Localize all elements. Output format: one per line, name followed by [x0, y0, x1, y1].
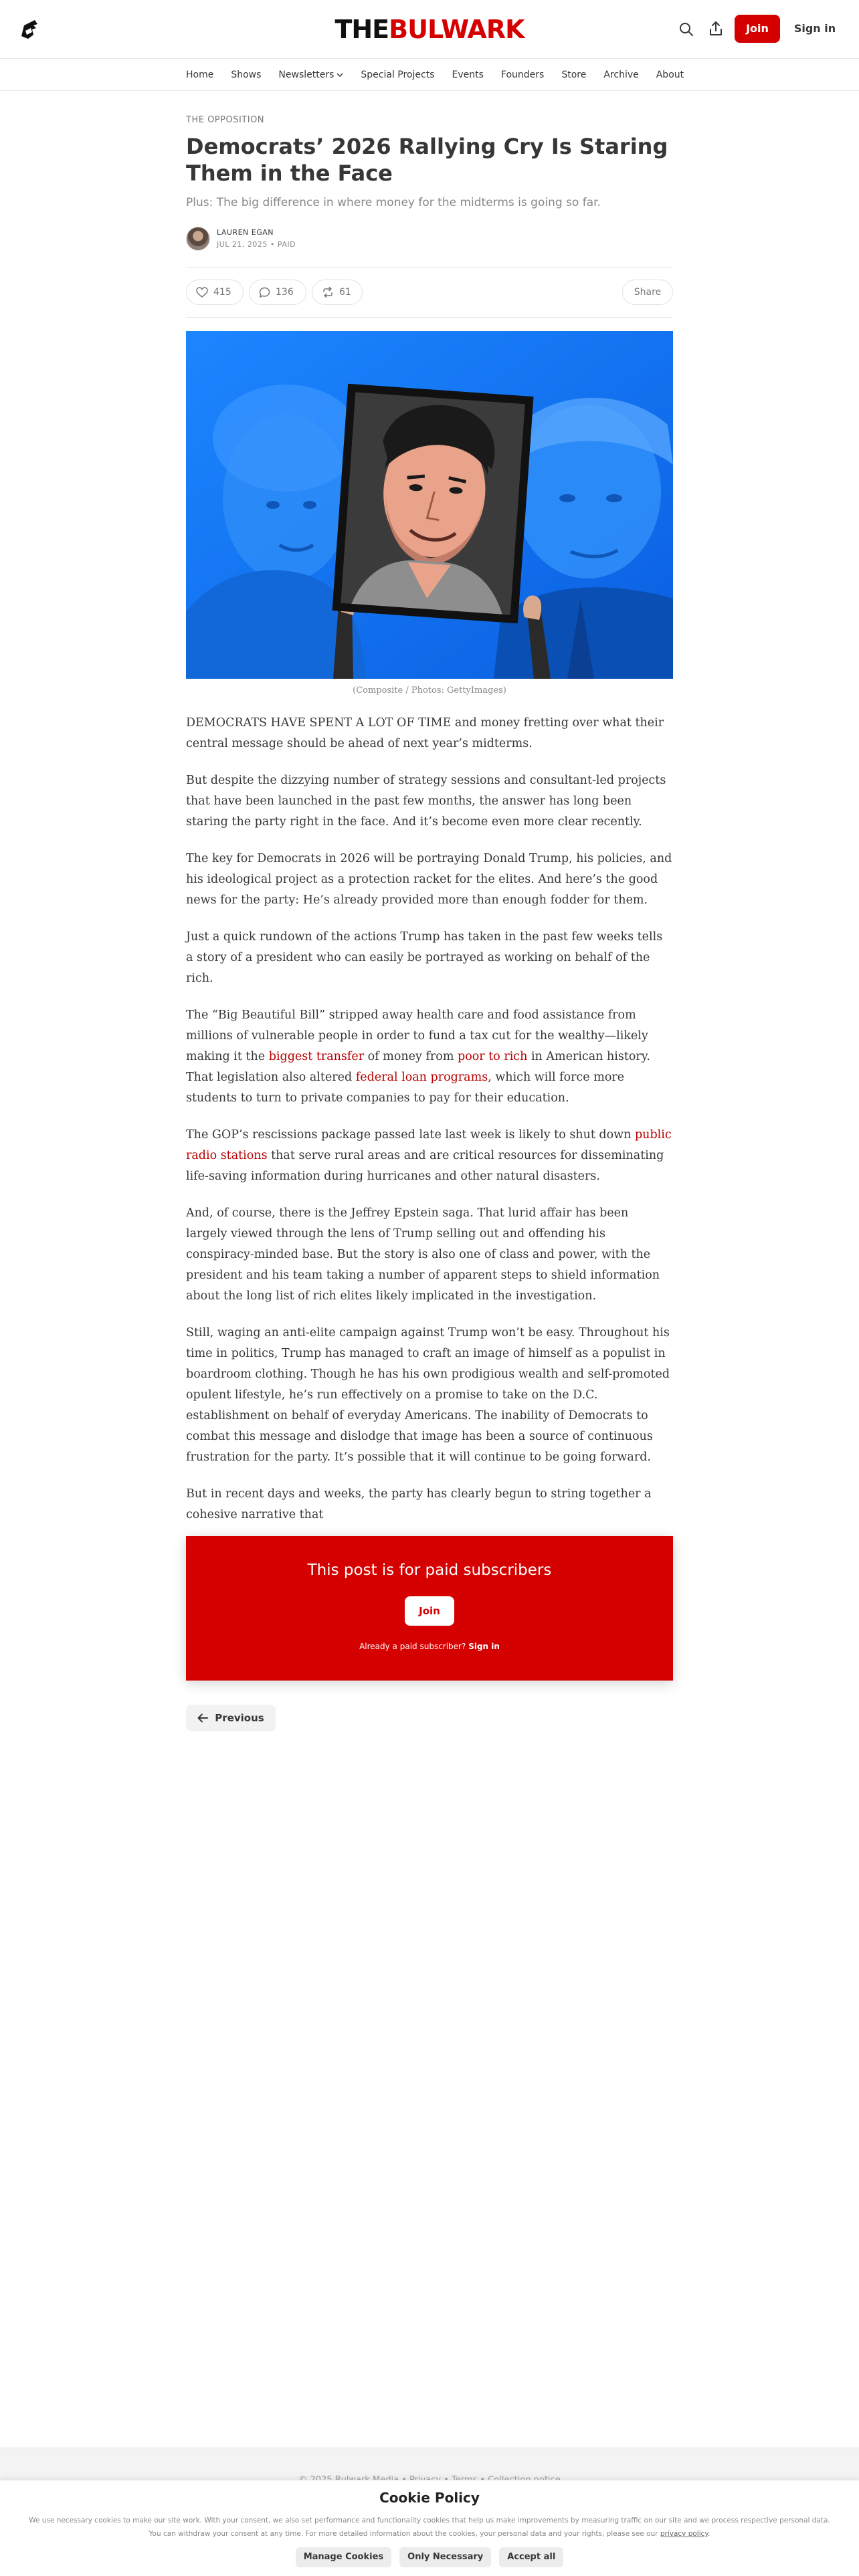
previous-label: Previous — [215, 1712, 264, 1724]
paragraph: Still, waging an anti-elite campaign against Trump won’t be easy. Throughout his time in politics, Trump has managed to craft an image of himself as a populist in boardroom clothing. Though he has his own prodigious wealth and self-promoted opulent lifestyle, he’s run effectively on a promise to take on the D.C. establishment on behalf of everyday Americans. The inability of Democrats to combat this message and dislodge that image has been a source of continuous frustration for the party. It’s possible that it will continue to be going forward. — [186, 1326, 670, 1464]
paragraph-text: that serve rural areas and are critical resources for disseminating life-saving information during hurricanes and other natural disasters. — [186, 1149, 664, 1183]
nav-home[interactable]: Home — [186, 70, 214, 80]
comment-count: 136 — [276, 287, 294, 298]
nav-newsletters-label: Newsletters — [278, 70, 335, 80]
cookie-line-1: We use necessary cookies to make our site work. With your consent, we also set performance and functionality cookies that help us make improvements by measuring traffic on our site and we process respective personal data. — [29, 2516, 830, 2525]
post-title: Democrats’ 2026 Rallying Cry Is Staring Them in the Face — [186, 134, 668, 186]
nav-shows[interactable]: Shows — [231, 70, 262, 80]
post-subtitle: Plus: The big difference in where money for the midterms is going so far. — [186, 196, 601, 209]
share-icon[interactable] — [708, 20, 724, 37]
paywall — [186, 1536, 673, 1681]
paragraph — [186, 1005, 673, 1109]
divider — [186, 317, 673, 318]
paragraph: Just a quick rundown of the actions Trump has taken in the past few weeks tells a story of a president who can easily be portrayed as working on behalf of the rich. — [186, 930, 663, 985]
hero-image[interactable] — [186, 331, 673, 679]
chevron-down-icon — [337, 72, 343, 78]
restack-count: 61 — [339, 287, 351, 298]
link-biggest-transfer[interactable]: biggest transfer — [268, 1050, 365, 1063]
paragraph-text: The “Big Beautiful Bill” stripped away health care and food assistance from millions of vulnerable people in order to fund a tax cut for the wealthy—likely making it the — [186, 1008, 648, 1063]
join-button[interactable]: Join — [735, 15, 780, 43]
privacy-policy-link[interactable]: privacy policy — [660, 2530, 708, 2538]
cookie-line-2-text: You can withdraw your consent at any time. For more detailed information about the cookies, your personal data and your rights, please see our — [149, 2530, 660, 2538]
paragraph: And, of course, there is the Jeffrey Epstein saga. That lurid affair has been largely viewed through the lens of Trump selling out and offending his conspiracy-minded base. But the story is also one of class and power, with the president and his team taking a number of apparent steps to shield information about the long list of rich elites likely implicated in the investigation. — [186, 1206, 660, 1303]
paragraph-text: of money from — [364, 1050, 458, 1063]
site-wordmark[interactable] — [0, 15, 859, 44]
nav-archive[interactable]: Archive — [603, 70, 639, 80]
previous-button[interactable] — [186, 1705, 276, 1731]
paragraph-text: , which will force more students to turn to private companies to pay for their education. — [186, 1071, 625, 1105]
author-avatar[interactable] — [186, 227, 210, 251]
cookie-title: Cookie Policy — [379, 2490, 480, 2506]
nav-events[interactable]: Events — [452, 70, 484, 80]
arrow-left-icon — [197, 1713, 208, 1723]
link-federal-loan-programs[interactable]: federal loan programs — [355, 1071, 488, 1084]
cookie-text — [0, 2514, 859, 2541]
accept-all-button[interactable]: Accept all — [499, 2547, 563, 2567]
restack-icon — [322, 287, 334, 298]
only-necessary-button[interactable]: Only Necessary — [399, 2547, 491, 2567]
article — [186, 91, 673, 1731]
article-body — [186, 713, 673, 1525]
sign-in-button[interactable]: Sign in — [793, 22, 836, 35]
paragraph-text: The GOP’s rescissions package passed late last week is likely to shut down — [186, 1128, 635, 1142]
nav-newsletters[interactable] — [278, 70, 343, 80]
paragraph: But despite the dizzying number of strategy sessions and consultant-led projects that have been launched in the past few months, the answer has long been staring the party right in the face. And it’s become even more clear recently. — [186, 774, 666, 829]
cookie-line-2 — [0, 2527, 859, 2541]
like-button[interactable] — [186, 280, 244, 305]
paragraph: The key for Democrats in 2026 will be portraying Donald Trump, his policies, and his ideological project as a protection racket for the elites. And here’s the good news for the party: He’s already provided more than enough fodder for them. — [186, 852, 672, 907]
author-name[interactable]: LAUREN EGAN — [217, 228, 274, 237]
paragraph — [186, 1125, 673, 1187]
post-actions — [186, 280, 673, 305]
link-poor-to-rich[interactable]: poor to rich — [458, 1050, 528, 1063]
heart-icon — [196, 287, 208, 298]
paragraph: DEMOCRATS HAVE SPENT A LOT OF TIME and money fretting over what their central message should be ahead of next year’s midterms. — [186, 716, 664, 750]
main-nav — [0, 59, 859, 91]
paywall-title: This post is for paid subscribers — [307, 1562, 552, 1579]
section-label[interactable]: THE OPPOSITION — [186, 115, 265, 125]
paywall-join-button[interactable]: Join — [405, 1596, 454, 1626]
comment-icon — [259, 287, 270, 298]
paragraph: But in recent days and weeks, the party has clearly begun to string together a cohesive narrative that — [186, 1487, 652, 1521]
share-button[interactable]: Share — [622, 280, 673, 305]
paywall-sign-in-link[interactable]: Sign in — [468, 1642, 500, 1651]
byline — [186, 227, 673, 253]
cookie-banner — [0, 2480, 859, 2576]
restack-button[interactable] — [312, 280, 363, 305]
top-header — [0, 0, 859, 59]
already-subscriber-text: Already a paid subscriber? — [359, 1642, 466, 1651]
post-date: JUL 21, 2025 • PAID — [217, 240, 296, 249]
paragraph-text: in American history. That legislation also altered — [186, 1050, 650, 1084]
cookie-buttons — [0, 2547, 859, 2567]
cookie-line-2-end: . — [708, 2530, 710, 2538]
wordmark-bulwark: BULWARK — [389, 15, 524, 44]
manage-cookies-button[interactable]: Manage Cookies — [296, 2547, 391, 2567]
nav-about[interactable]: About — [656, 70, 684, 80]
hero-illustration — [186, 331, 673, 679]
link-public-radio-stations[interactable]: public radio stations — [186, 1128, 672, 1162]
nav-founders[interactable]: Founders — [500, 70, 545, 80]
comment-button[interactable] — [249, 280, 306, 305]
paywall-signin-text — [186, 1642, 673, 1651]
wordmark-the: THE — [335, 15, 389, 44]
image-caption: (Composite / Photos: GettyImages) — [353, 685, 506, 695]
nav-store[interactable]: Store — [561, 70, 587, 80]
like-count: 415 — [213, 287, 231, 298]
nav-special-projects[interactable]: Special Projects — [361, 70, 435, 80]
search-icon[interactable] — [678, 21, 694, 37]
